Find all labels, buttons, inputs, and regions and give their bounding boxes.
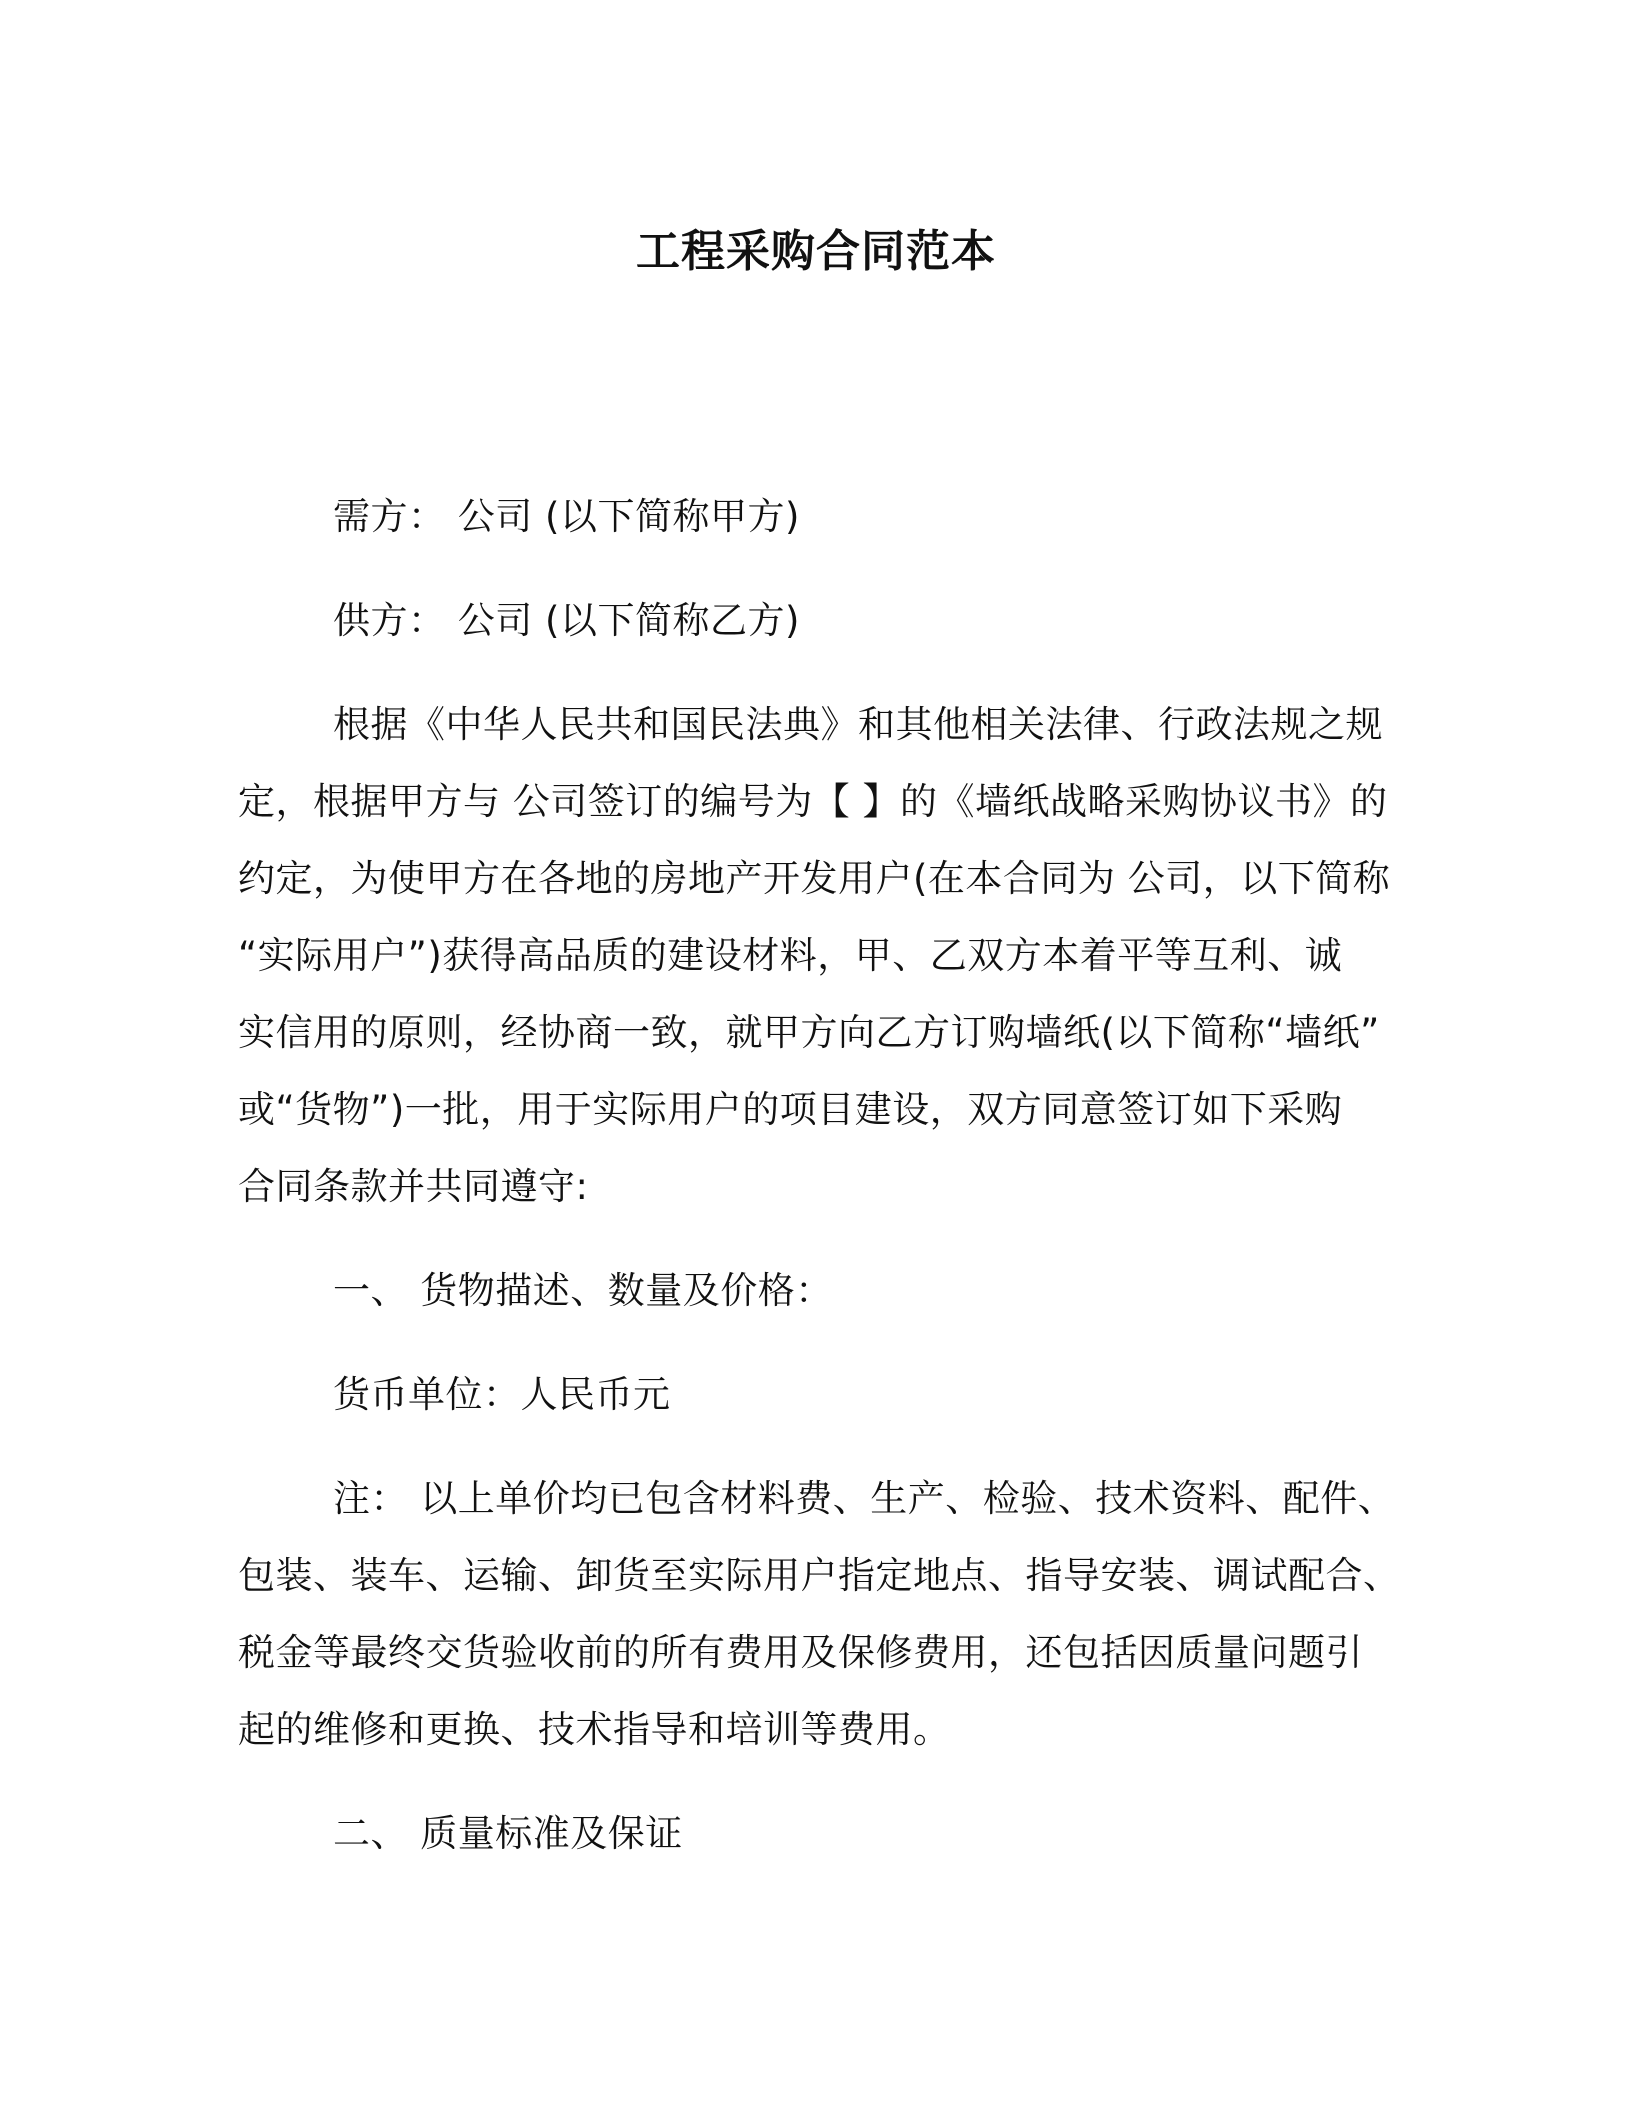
note-line-3: 税金等最终交货验收前的所有费用及保修费用，还包括因质量问题引 bbox=[238, 1631, 1363, 1674]
intro-line-2: 定，根据甲方与 公司签订的编号为【 】的《墙纸战略采购协议书》的 bbox=[238, 780, 1388, 823]
intro-line-3: 约定，为使甲方在各地的房地产开发用户(在本合同为 公司，以下简称 bbox=[238, 857, 1391, 900]
note-line-1: 注： 以上单价均已包含材料费、生产、检验、技术资料、配件、 bbox=[333, 1477, 1396, 1520]
section-2-heading: 二、 质量标准及保证 bbox=[333, 1812, 683, 1855]
intro-line-1: 根据《中华人民共和国民法典》和其他相关法律、行政法规之规 bbox=[333, 703, 1383, 746]
supplier-line: 供方： 公司 (以下简称乙方) bbox=[333, 599, 800, 642]
intro-line-6: 或“货物”)一批，用于实际用户的项目建设，双方同意签订如下采购 bbox=[238, 1088, 1343, 1131]
section-1-heading: 一、 货物描述、数量及价格： bbox=[333, 1269, 833, 1312]
currency-line: 货币单位：人民币元 bbox=[333, 1373, 671, 1416]
buyer-line: 需方： 公司 (以下简称甲方) bbox=[333, 495, 800, 538]
note-line-2: 包装、装车、运输、卸货至实际用户指定地点、指导安装、调试配合、 bbox=[238, 1554, 1401, 1597]
intro-line-7: 合同条款并共同遵守: bbox=[238, 1165, 589, 1208]
intro-line-4: “实际用户”)获得高品质的建设材料，甲、乙双方本着平等互利、诚 bbox=[238, 934, 1343, 977]
document-title: 工程采购合同范本 bbox=[636, 226, 996, 277]
intro-line-5: 实信用的原则，经协商一致，就甲方向乙方订购墙纸(以下简称“墙纸” bbox=[238, 1011, 1380, 1054]
note-line-4: 起的维修和更换、技术指导和培训等费用。 bbox=[238, 1708, 951, 1751]
